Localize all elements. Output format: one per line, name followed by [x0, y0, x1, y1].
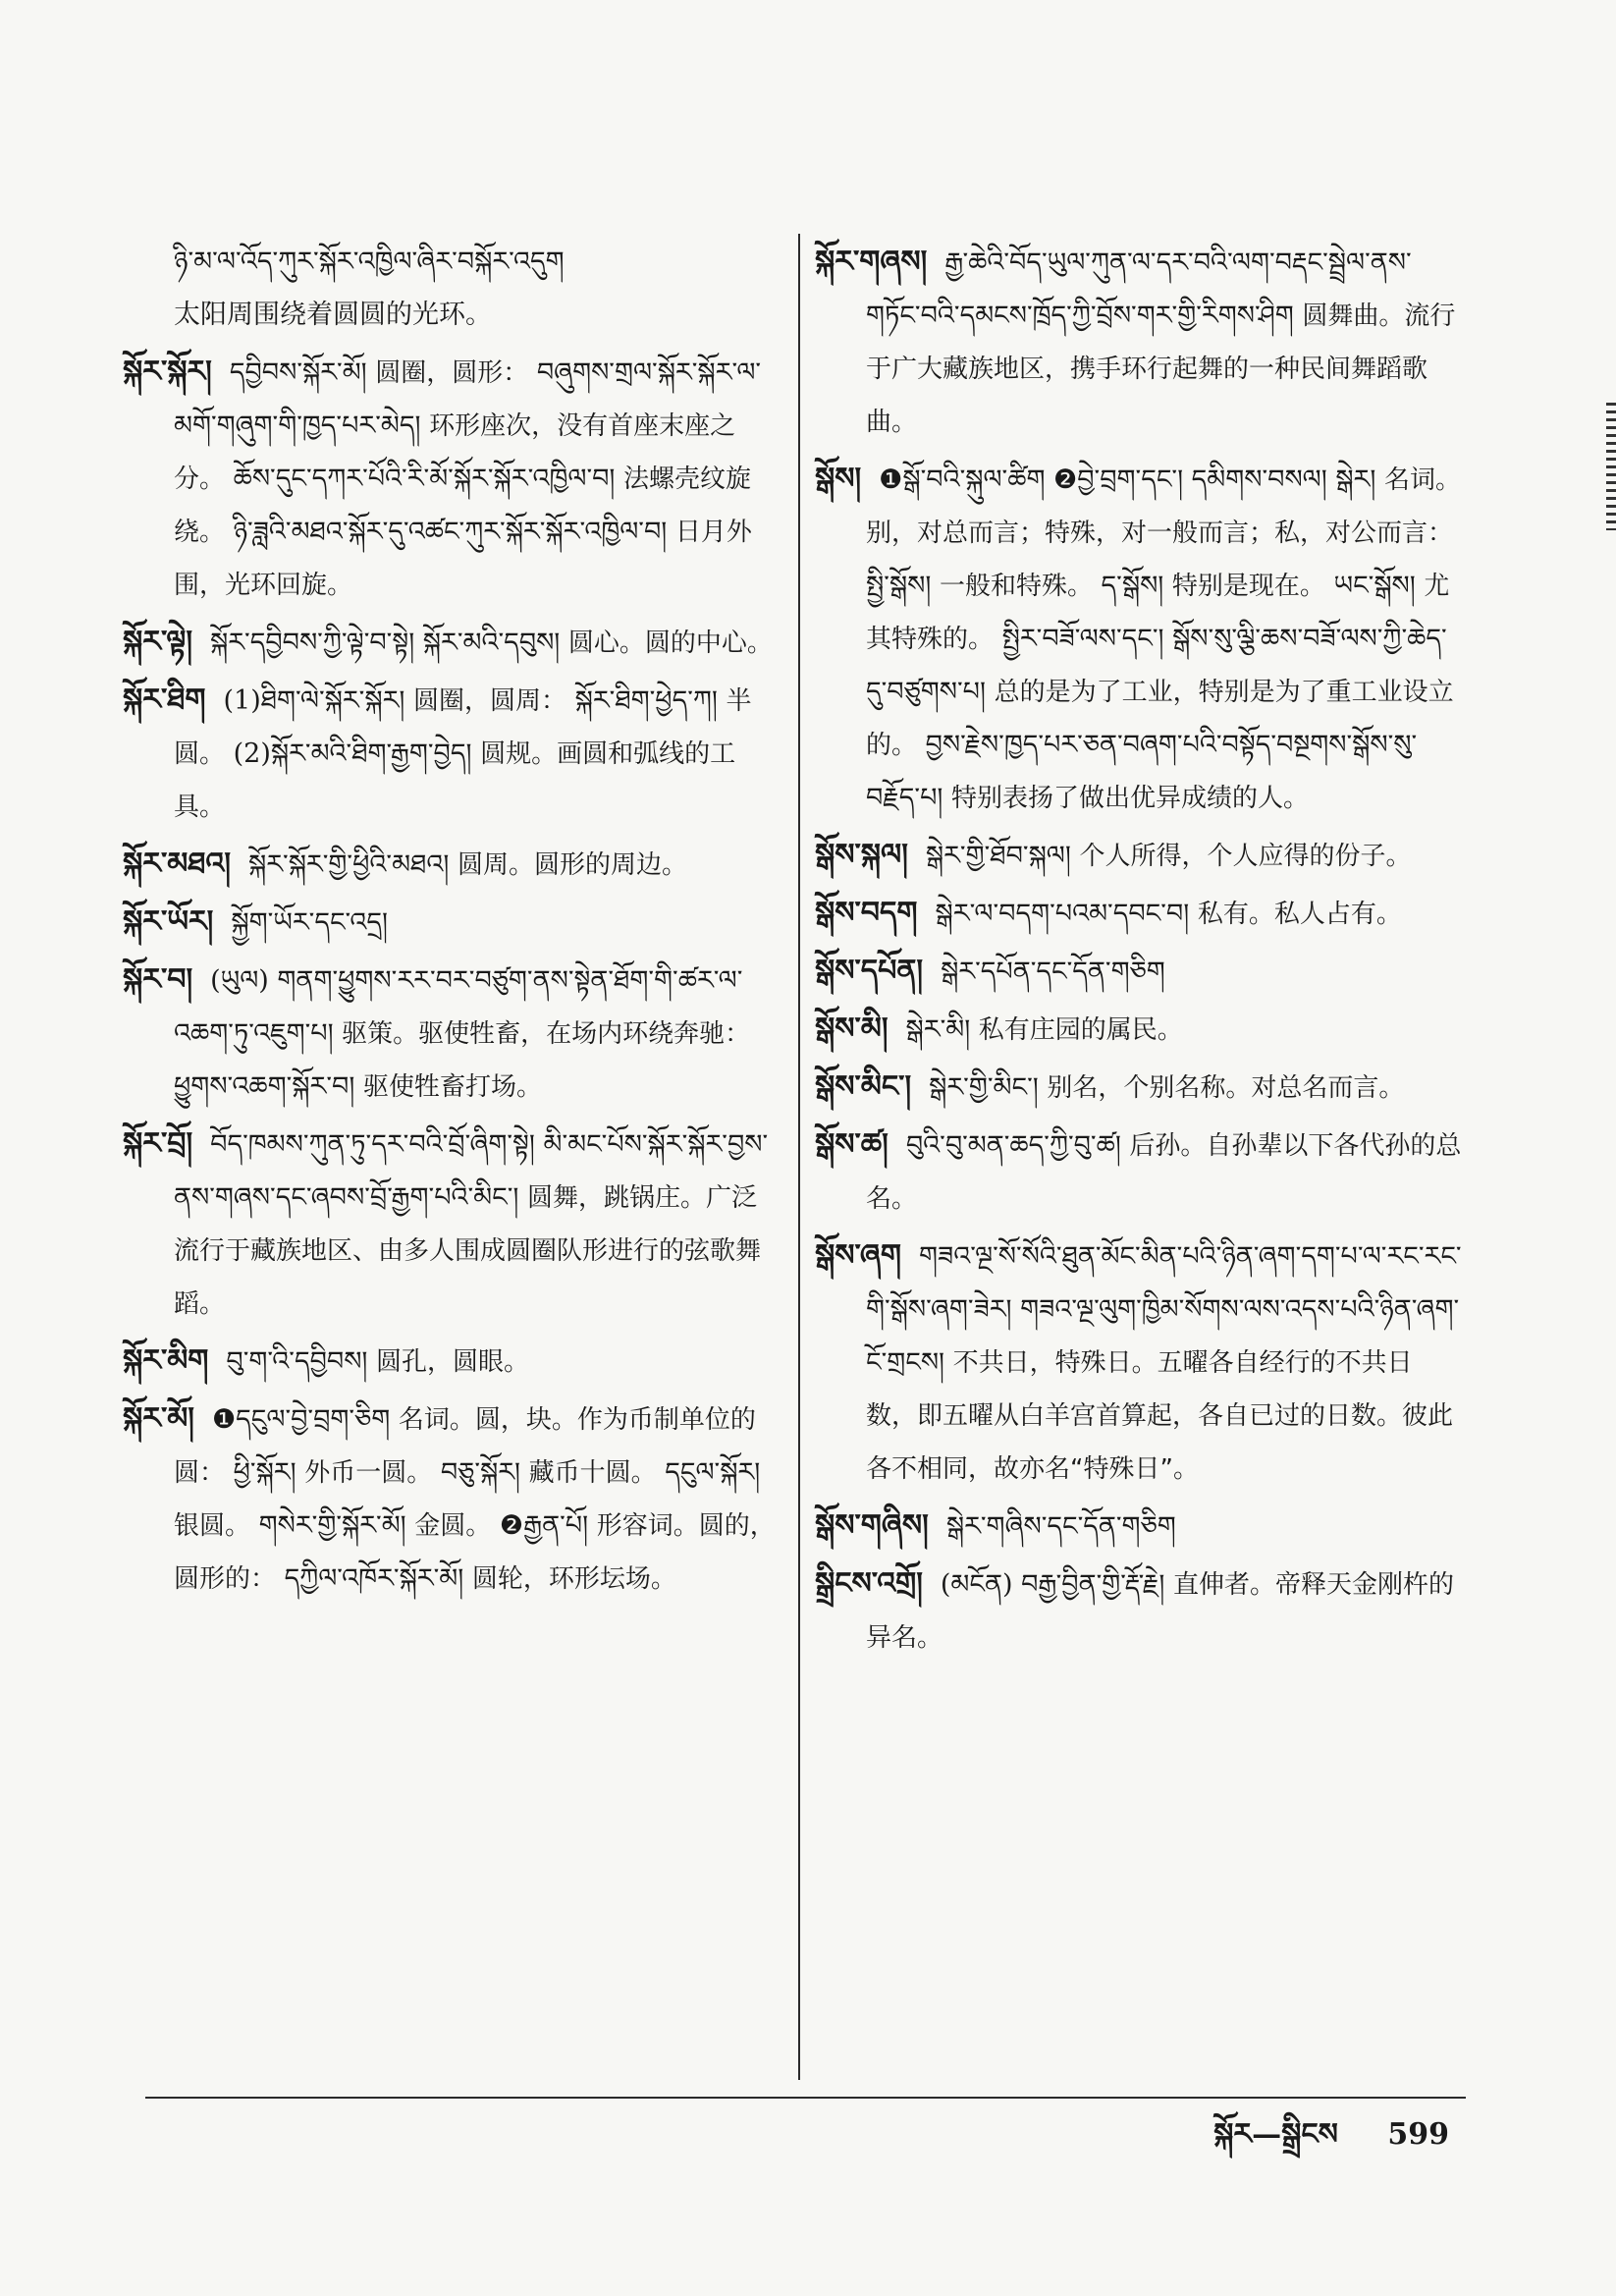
entry-headword: སྐོར་གཞས།	[815, 245, 928, 279]
entry-tibetan: ཆོས་དུང་དཀར་པོའི་རི་མོ་སྐོར་སྐོར་འཁྱིལ་བ།	[233, 464, 616, 494]
entry-chinese: 圆规。画圆和弧线的工具。	[174, 739, 736, 822]
entry-tibetan: སྐྱོག་ཡོར་དང་འདྲ།	[231, 907, 389, 938]
headword-range: སྐོར—སྒྲིངས	[1213, 2117, 1338, 2152]
dictionary-entry	[815, 453, 1463, 825]
entry-chinese: 圆孔，圆眼。	[376, 1347, 530, 1377]
entry-chinese: 直伸者。帝释天金刚杵的异名。	[866, 1570, 1454, 1653]
entry-tibetan: བོད་ཁམས་ཀུན་ཏུ་དར་བའི་བྲོ་ཞིག་སྟེ། མི་མང་པོས་སྐོར་སྐོར་བྱས་ནས་གཞས་དང་ཞབས་བྲོ་རྒྱག་པའི་མིང་།	[174, 1129, 769, 1213]
right-column	[815, 236, 1463, 1668]
dictionary-entry	[815, 1119, 1463, 1226]
entry-chinese: 形容词。圆的，圆形的：	[174, 1511, 776, 1594]
right-entries	[815, 236, 1463, 1665]
entry-chinese: 日月外围，光环回旋。	[174, 518, 752, 600]
dictionary-entry	[815, 1558, 1463, 1665]
entry-chinese: 圆圈，圆周：	[413, 686, 567, 716]
entry-tibetan: ཕྱི་སྐོར།	[233, 1457, 296, 1488]
entry-tibetan: (1)ཐིག་ལེ་སྐོར་སྐོར།	[223, 685, 405, 716]
entry-chinese: 圆轮，环形坛场。	[471, 1564, 676, 1594]
entry-headword: སྐོར་ཡོར།	[123, 904, 214, 939]
entry-headword: སྒོས་བདག	[815, 896, 918, 930]
entry-tibetan: དངུལ་སྐོར།	[665, 1457, 761, 1488]
entry-headword: སྐོར་མཐའ།	[123, 847, 231, 881]
entry-chinese: 银圆。	[174, 1511, 251, 1541]
entry-tibetan: སྒེར་མི།	[905, 1014, 971, 1045]
footer-rule	[145, 2097, 1466, 2099]
entry-tibetan: སྒེར་གཞིས་དང་དོན་གཅིག	[945, 1511, 1176, 1542]
entry-tibetan: གསེར་གྱི་སྐོར་མོ།	[258, 1510, 406, 1541]
entry-tibetan: སྒེར་ལ་བདག་པའམ་དབང་བ།	[935, 899, 1190, 929]
entry-chinese: 圆舞，跳锅庄。广泛流行于藏族地区、由多人围成圆圈队形进行的弦歌舞蹈。	[174, 1183, 762, 1319]
entry-tibetan: སྒེར་གྱི་མིང་།	[929, 1072, 1039, 1103]
entry-headword: སྐོར་བྲོ།	[123, 1126, 193, 1161]
entry-chinese: 别名，个别名称。对总名而言。	[1047, 1073, 1405, 1103]
entry-headword: སྒོས་སྐལ།	[815, 838, 908, 872]
dictionary-entry	[123, 674, 781, 834]
entry-chinese: 不共日，特殊日。五曜各自经行的不共日数，即五曜从白羊宫首算起，各自已过的日数。彼此各不相同，故亦名“特殊日”。	[866, 1348, 1454, 1484]
entry-chinese: 特别是现在。	[1171, 572, 1325, 601]
entry-tibetan: ཉི་ཟླའི་མཐའ་སྐོར་དུ་འཚང་ཀུར་སྐོར་སྐོར་འཁྱིལ་བ།	[233, 517, 668, 547]
entry-chinese: 个人所得，个人应得的份子。	[1079, 842, 1412, 871]
dictionary-entry	[815, 887, 1463, 941]
entry-tibetan: བུའི་བུ་མན་ཆད་ཀྱི་བུ་ཚ།	[905, 1130, 1121, 1161]
entry-tibetan: (ཡུལ) གནག་ཕྱུགས་རར་བར་བཙུག་ནས་སྟེན་ཐོག་གི་ཚར་ལ་འཆག་ཏུ་འཇུག་པ།	[174, 965, 743, 1049]
entry-chinese: 私有。私人占有。	[1197, 900, 1402, 929]
entry-tibetan: (2)སྐོར་མའི་ཐིག་རྒྱག་བྱེད།	[233, 738, 472, 769]
entry-headword: སྐོར་མོ།	[123, 1401, 194, 1436]
entry-chinese: 圆心。圆的中心。	[567, 629, 773, 658]
entry-headword: སྒོས་ཚ།	[815, 1127, 889, 1162]
entry-tibetan: ❶དངུལ་བྱེ་བྲག་ཅིག	[211, 1404, 391, 1435]
entry-chinese: 法螺壳纹旋绕。	[174, 465, 752, 547]
entry-chinese: 名词。别，对总而言；特殊，对一般而言；私，对公而言：	[866, 465, 1461, 548]
entry-chinese: 驱策。驱使牲畜，在场内环绕奔驰：	[342, 1019, 751, 1049]
lead-chinese: 太阳周围绕着圆圆的光环。	[174, 300, 492, 330]
dictionary-entry	[123, 896, 781, 950]
entry-tibetan: སྤྱིར་བཟོ་ལས་དང་། སྒོས་སུ་ལྕི་ཆས་བཟོ་ལས་ཀྱི་ཆེད་དུ་བཙུགས་པ།	[866, 624, 1447, 707]
entry-chinese: 外币一圆。	[304, 1458, 433, 1488]
entry-tibetan: སྐོར་སྐོར་གྱི་ཕྱིའི་མཐའ།	[247, 849, 450, 880]
entry-chinese: 半圆。	[174, 686, 752, 769]
entry-headword: སྐོར་མིག	[123, 1343, 209, 1378]
entry-headword: སྒོས་ཞག	[815, 1238, 902, 1273]
entry-headword: སྐོར་བ།	[123, 962, 193, 997]
entry-tibetan: གཟའ་ལྔ་སོ་སོའི་ཐུན་མོང་མིན་པའི་ཉིན་ཞག་དག་པ་ལ་རང་རང་གི་སྒོས་ཞག་ཟེར། གཟའ་ལྔ་ལུག་ཁྱིམ་སོགས་ལས་འདས་པའི་ཉིན་ཞག་ངོ་གྲངས།	[866, 1241, 1462, 1378]
entry-chinese: 藏币十圆。	[528, 1458, 657, 1488]
dictionary-entry	[123, 838, 781, 892]
dictionary-entry	[123, 346, 781, 612]
entry-tibetan: དབྱིབས་སྐོར་མོ།	[229, 357, 367, 388]
entry-tibetan: བྱས་རྗེས་ཁྱད་པར་ཅན་བཞག་པའི་བསྟོད་བསྔགས་སྒོས་སུ་བརྗོད་པ།	[866, 730, 1418, 813]
entry-chinese: 圆舞曲。流行于广大藏族地区，携手环行起舞的一种民间舞蹈歌曲。	[866, 301, 1456, 437]
dictionary-entry	[123, 616, 781, 670]
entry-chinese: 金圆。	[414, 1511, 492, 1541]
dictionary-entry	[815, 1500, 1463, 1554]
entry-chinese: 驱使牲畜打场。	[362, 1072, 542, 1102]
entry-tibetan: སྒེར་གྱི་ཐོབ་སྐལ།	[925, 841, 1071, 871]
entry-tibetan: རྒྱ་ཆེའི་བོད་ཡུལ་ཀུན་ལ་དར་བའི་ལག་བརྡང་སྦྲེལ་ནས་གཏོང་བའི་དམངས་ཁྲོད་ཀྱི་བྲོས་གར་གྱི་རིགས་ཤིག	[866, 247, 1412, 331]
dictionary-entry	[815, 1061, 1463, 1115]
entry-headword: སྐོར་ལྟེ།	[123, 625, 192, 659]
page-number: 599	[1387, 2117, 1449, 2152]
entry-headword: སྒྲིངས་འགྲོ།	[815, 1566, 923, 1601]
entry-chinese: 尤其特殊的。	[866, 572, 1450, 654]
entry-tibetan: ❷རྒྱན་པོ།	[499, 1510, 589, 1541]
dictionary-entry	[815, 236, 1463, 449]
dictionary-entry	[123, 1335, 781, 1389]
left-entries	[123, 346, 781, 1606]
entry-tibetan: སྐོར་དབྱིབས་ཀྱི་ལྟེ་བ་སྟེ། སྐོར་མའི་དབུས།	[209, 628, 561, 658]
page-footer	[1213, 2102, 1449, 2184]
entry-chinese: 私有庄园的属民。	[978, 1015, 1183, 1045]
entry-tibetan: ❶སྒོ་བའི་སྐུལ་ཚིག ❷བྱེ་བྲག་དང་། དམིགས་བསལ། སྒེར།	[879, 465, 1376, 495]
entry-chinese: 特别表扬了做出优异成绩的人。	[950, 784, 1309, 813]
entry-headword: སྒོས་དཔོན།	[815, 954, 924, 988]
left-column	[123, 236, 781, 1610]
entry-headword: སྒོས་མིང་།	[815, 1069, 912, 1104]
dictionary-entry	[815, 1003, 1463, 1057]
entry-tibetan: (མངོན) བརྒྱ་བྱིན་གྱི་རྡོ་རྗེ།	[940, 1569, 1165, 1600]
dictionary-entry	[815, 829, 1463, 883]
entry-chinese: 名词。圆，块。作为币制单位的圆：	[174, 1405, 756, 1488]
dictionary-entry	[123, 954, 781, 1114]
entry-headword: སྒོས།	[815, 462, 862, 496]
entry-chinese: 圆周。圆形的周边。	[457, 850, 687, 880]
entry-tibetan: བཞུགས་གྲལ་སྐོར་སྐོར་ལ་མགོ་གཞུག་གི་ཁྱད་པར་མེད།	[174, 357, 762, 441]
entry-headword: སྒོས་གཞིས།	[815, 1508, 929, 1543]
entry-headword: སྐོར་སྐོར།	[123, 355, 212, 389]
entry-tibetan: བཅུ་སྐོར།	[440, 1457, 521, 1488]
dictionary-entry	[123, 1118, 781, 1331]
entry-chinese: 圆圈，圆形：	[375, 358, 529, 388]
lead-tibetan: ཉི་མ་ལ་འོད་ཀུར་སྐོར་འཁྱིལ་ཞིར་བསྐོར་འདུག	[174, 246, 565, 277]
entry-headword: སྒོས་མི།	[815, 1011, 889, 1046]
dictionary-entry	[123, 1393, 781, 1606]
lead-continuation	[123, 236, 781, 342]
entry-tibetan: དཀྱིལ་འཁོར་སྐོར་མོ།	[284, 1563, 464, 1594]
column-divider	[798, 234, 800, 2080]
entry-tibetan: སྒེར་དཔོན་དང་དོན་གཅིག	[941, 957, 1165, 987]
entry-tibetan: ཡང་སྒོས།	[1333, 571, 1416, 601]
entry-headword: སྐོར་ཐིག	[123, 683, 206, 717]
entry-chinese: 环形座次，没有首座末座之分。	[174, 411, 736, 494]
entry-tibetan: ཕྱུགས་འཆག་སྐོར་བ།	[174, 1071, 355, 1102]
scan-edge-mark	[1606, 403, 1616, 530]
entry-tibetan: བུ་ག་འི་དབྱིབས།	[226, 1346, 368, 1377]
entry-chinese: 一般和特殊。	[939, 572, 1093, 601]
entry-tibetan: ད་སྒོས།	[1101, 571, 1164, 601]
dictionary-entry	[815, 945, 1463, 999]
entry-chinese: 后孙。自孙辈以下各代孙的总名。	[866, 1131, 1462, 1214]
dictionary-entry	[815, 1230, 1463, 1496]
entry-tibetan: སྐོར་ཐིག་ཕྱེད་ཀ།	[574, 685, 718, 716]
entry-chinese: 总的是为了工业，特别是为了重工业设立的。	[866, 678, 1454, 760]
entry-tibetan: སྤྱི་སྒོས།	[866, 571, 932, 601]
